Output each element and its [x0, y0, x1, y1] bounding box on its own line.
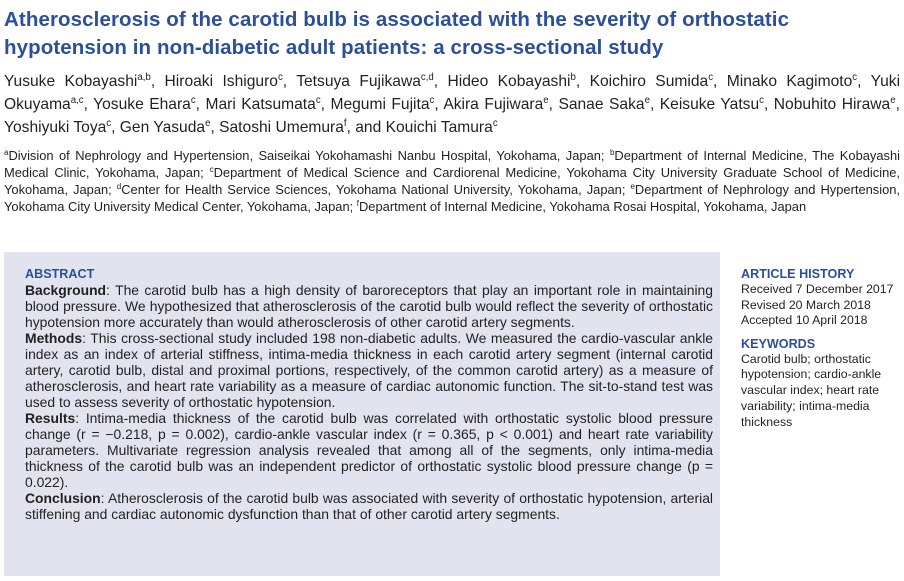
background-label: Background — [25, 282, 107, 298]
author-affiliation-marker: c — [190, 95, 196, 107]
results-text: Intima-media thickness of the carotid bulb was correlated with orthostatic systolic blood pressure change (r = −0.218, p = 0.002), cardio-ankle vascular index (r = 0.365, p < 0.001) and heart rate variability parameters. Multivariate regression analysis revealed that among all of the segments, only intima-media thickness of the carotid bulb was an independent predictor of orthostatic systolic blood pressure change (p = 0.022). — [25, 410, 714, 490]
conclusion-text: Atherosclerosis of the carotid bulb was associated with severity of orthostatic hypotension, arterial stiffening and cardiac autonomic dysfunction than that of other carotid artery segments. — [25, 490, 714, 522]
author-affiliation-marker: c — [315, 95, 321, 107]
keywords-heading: KEYWORDS — [741, 336, 816, 351]
conclusion-paragraph: Conclusion: Atherosclerosis of the carotid bulb was associated with severity of orthostatic hypotension, arterial stiffening and cardiac autonomic dysfunction than that of other carotid artery segments. — [25, 490, 714, 522]
background-text: The carotid bulb has a high density of baroreceptors that play an important role in maintaining blood pressure. We hypothesized that atherosclerosis of the carotid bulb would reflect the severity of orthostatic hypotension more accurately than would atherosclerosis of other carotid artery segments. — [25, 282, 713, 330]
article-title: Atherosclerosis of the carotid bulb is associated with the severity of orthostatic hypotension in non-diabetic adult patients: a cross-sectional study — [4, 8, 790, 59]
methods-label: Methods — [25, 330, 83, 346]
affiliation-text: Department of Internal Medicine, Yokohama Rosai Hospital, Yokohama, Japan — [359, 199, 807, 214]
author-affiliation-marker: c,d — [420, 72, 434, 84]
author-affiliation-marker: e — [890, 95, 896, 107]
author-name: Gen Yasuda — [119, 119, 206, 136]
results-paragraph: Results: Intima-media thickness of the carotid bulb was correlated with orthostatic systolic blood pressure change (r = −0.218, p = 0.002), cardio-ankle vascular index (r = 0.365, p < 0.001) and heart rate variability parameters. Multivariate regression analysis revealed that among all of the segments, only intima-media thickness of the carotid bulb was an independent predictor of orthostatic systolic blood pressure change (p = 0.022). — [25, 410, 714, 490]
author-name: Akira Fujiwara — [443, 96, 544, 113]
author-name: Megumi Fujita — [330, 96, 430, 113]
author-affiliation-marker: a,b — [137, 72, 151, 84]
author-name: Hiroaki Ishiguro — [164, 73, 278, 90]
author-name: Sanae Saka — [558, 96, 645, 113]
received-date: Received 7 December 2017 — [741, 282, 894, 296]
author-affiliation-marker: b — [570, 72, 576, 84]
author-name: Keisuke Yatsu — [659, 96, 760, 113]
abstract-heading: ABSTRACT — [25, 267, 95, 281]
author-name: Tetsuya Fujikawa — [296, 73, 421, 90]
affiliation-marker: d — [116, 182, 122, 192]
author-name: Kouichi Tamura — [385, 119, 493, 136]
methods-paragraph: Methods: This cross-sectional study included 198 non-diabetic adults. We measured the cardio-vascular ankle index as an index of arterial stiffness, intima-media thickness in each carotid artery segment (internal carotid artery, carotid bulb, distal and proximal portions, respectively, of the common carotid artery) as a measure of atherosclerosis, and heart rate variability as a measure of cardiac autonomic function. The sit-to-stand test was used to assess severity of orthostatic hypotension. — [25, 330, 714, 410]
author-affiliation-marker: c — [852, 72, 858, 84]
author-name: Yuki Okuyama — [4, 73, 901, 113]
author-name: Yosuke Ehara — [93, 96, 191, 113]
affiliation-text: Center for Health Service Sciences, Yokohama National University, Yokohama, Japan; — [121, 182, 631, 197]
author-affiliation-marker: c — [708, 72, 714, 84]
methods-text: This cross-sectional study included 198 non-diabetic adults. We measured the cardio-vascular ankle index as an index of arterial stiffness, intima-media thickness in each carotid artery segment (internal carotid artery, carotid bulb, distal and proximal portions, respectively, of the common carotid artery) as a measure of atherosclerosis, and heart rate variability as a measure of cardiac autonomic function. The sit-to-stand test was used to assess severity of orthostatic hypotension. — [25, 330, 714, 410]
abstract-box — [4, 252, 720, 576]
affiliation-marker: e — [630, 182, 635, 192]
author-affiliation-marker: c — [106, 118, 112, 130]
revised-date: Revised 20 March 2018 — [741, 297, 871, 312]
author-affiliation-marker: e — [644, 95, 650, 107]
author-affiliation-marker: c — [492, 118, 498, 130]
affiliation-text: Department of Nephrology and Hypertension, Yokohama City University Medical Center, Yokohama, Japan; — [4, 182, 901, 214]
author-affiliation-marker: a,c — [70, 95, 84, 107]
affiliation-marker: f — [356, 199, 359, 209]
author-affiliation-marker: e — [543, 95, 549, 107]
article-sidebar — [741, 267, 901, 430]
author-list: Yusuke Kobayashi$^{a,b}$, Hiroaki Ishiguro$^c$, Tetsuya Fujikawa$^{c,d}$, Hideo Kobayashi$^b$, Koichiro Sumida$^c$, Minako Kagimoto$^c$, Yuki Okuyama$^{a,c}$, Yosuke Ehara$^c$, Mari Katsumata$^c$, Megumi Fujita$^c$, Akira Fujiwara$^e$, Sanae Saka$^e$, Keisuke Yatsu$^c$, Nobuhito Hirawa$^e$, Yoshiyuki Toya$^c$, Gen Yasuda$^e$, Satoshi Umemura$^f$, and Kouichi Tamura$^c$ — [4, 72, 901, 136]
affiliation-marker: b — [609, 148, 615, 158]
affiliation-marker: c — [209, 165, 214, 175]
results-label: Results — [25, 410, 76, 426]
author-name: Satoshi Umemura — [219, 119, 344, 136]
author-name: Nobuhito Hirawa — [773, 96, 891, 113]
author-affiliation-marker: c — [277, 72, 283, 84]
affiliation-text: Department of Internal Medicine, The Kobayashi Medical Clinic, Yokohama, Japan; — [4, 148, 900, 180]
affiliation-marker: a — [4, 148, 9, 158]
article-history-heading: ARTICLE HISTORY — [741, 267, 855, 281]
author-name: Yusuke Kobayashi — [4, 73, 138, 90]
affiliations — [4, 147, 900, 215]
author-name: Mari Katsumata — [205, 96, 316, 113]
abstract-content — [25, 267, 713, 522]
author-affiliation-marker: e — [205, 118, 211, 130]
affiliation-text: Department of Medical Science and Cardiorenal Medicine, Yokohama City University Graduate School of Medicine, Yokohama, Japan; — [4, 165, 900, 197]
author-name: Koichiro Sumida — [589, 73, 709, 90]
accepted-date: Accepted 10 April 2018 — [741, 313, 868, 327]
author-name: Yoshiyuki Toya — [4, 119, 107, 136]
author-affiliation-marker: c — [759, 95, 764, 107]
author-name: Minako Kagimoto — [726, 73, 853, 90]
author-affiliation-marker: f — [343, 118, 347, 130]
affiliation-text: Division of Nephrology and Hypertension, Saiseikai Yokohamashi Nanbu Hospital, Yokohama, Japan; — [8, 148, 610, 163]
author-name: Hideo Kobayashi — [447, 73, 571, 90]
keywords-list: Carotid bulb; orthostatic hypotension; cardio-ankle vascular index; heart rate variability; intima-media thickness — [741, 351, 882, 429]
author-affiliation-marker: c — [429, 95, 435, 107]
conclusion-label: Conclusion — [25, 490, 101, 506]
background-paragraph: Background: The carotid bulb has a high density of baroreceptors that play an important role in maintaining blood pressure. We hypothesized that atherosclerosis of the carotid bulb would reflect the severity of orthostatic hypotension more accurately than would atherosclerosis of other carotid artery segments. — [25, 282, 713, 330]
